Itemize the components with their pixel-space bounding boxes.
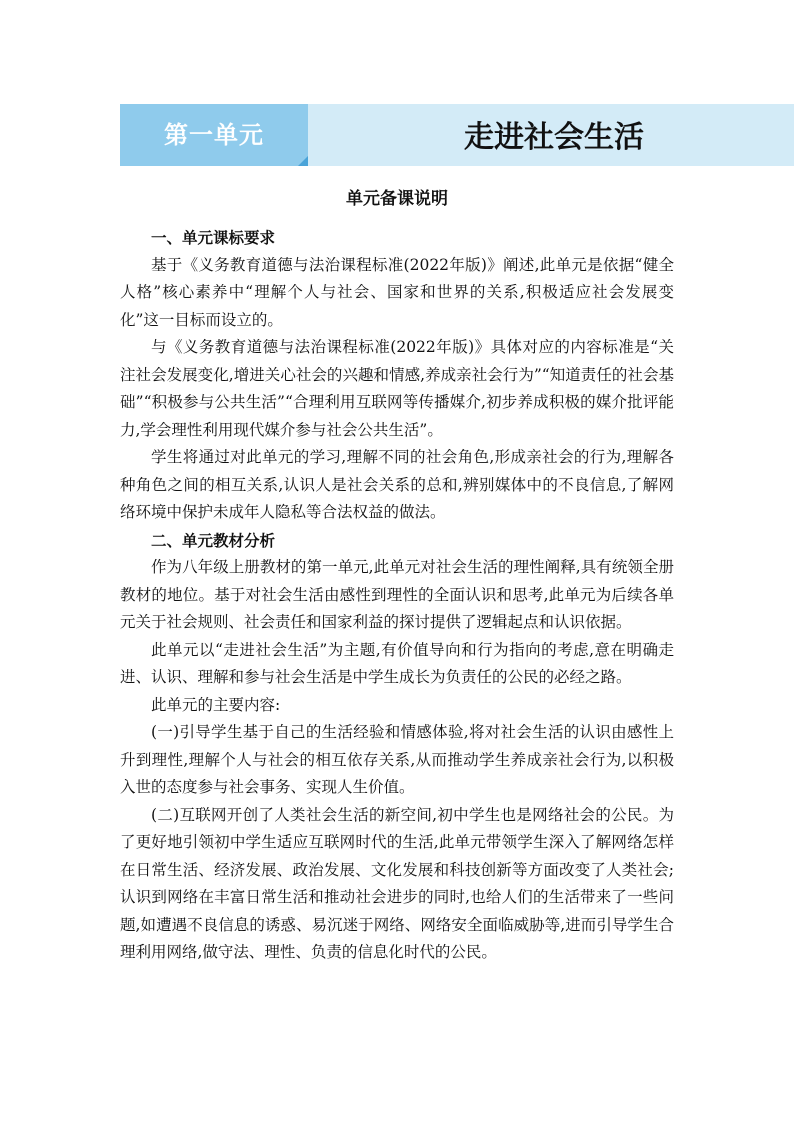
paragraph: 作为八年级上册教材的第一单元,此单元对社会生活的理性阐释,具有统领全册教材的地位。基于对社会生活由感性到理性的全面认识和思考,此单元为后续各单元关于社会规则、社会责任和国家利益的探讨提供了逻辑起点和认识依据。 — [120, 558, 674, 631]
section-heading: 二、单元教材分析 — [151, 530, 276, 550]
document-body — [120, 182, 674, 967]
paragraph: (一)引导学生基于自己的生活经验和情感体验,将对社会生活的认识由感性上升到理性,理解个人与社会的相互依存关系,从而推动学生养成亲社会行为,以积极入世的态度参与社会事务、实现人生价值。 — [120, 723, 674, 796]
paragraph: 学生将通过对此单元的学习,理解不同的社会角色,形成亲社会的行为,理解各种角色之间的相互关系,认识人是社会关系的总和,辨别媒体中的不良信息,了解网络环境中保护未成年人隐私等合法权益的做法。 — [120, 448, 674, 521]
document-title: 单元备课说明 — [346, 189, 448, 209]
paragraph: 此单元以“走进社会生活”为主题,有价值导向和行为指向的考虑,意在明确走进、认识、理解和参与社会生活是中学生成长为负责任的公民的必经之路。 — [120, 640, 674, 686]
unit-label: 第一单元 — [164, 121, 264, 149]
unit-banner — [120, 104, 794, 166]
paragraph: 此单元的主要内容: — [151, 695, 281, 714]
paragraph: (二)互联网开创了人类社会生活的新空间,初中学生也是网络社会的公民。为了更好地引领初中学生适应互联网时代的生活,此单元带领学生深入了解网络怎样在日常生活、经济发展、政治发展、文化发展和科技创新等方面改变了人类社会;认识到网络在丰富日常生活和推动社会进步的同时,也给人们的生活带来了一些问题,如遭遇不良信息的诱惑、易沉迷于网络、网络安全面临威胁等,进而引导学生合理利用网络,做守法、理性、负责的信息化时代的公民。 — [120, 805, 674, 961]
paragraph: 与《义务教育道德与法治课程标准(2022年版)》具体对应的内容标准是“关注社会发展变化,增进关心社会的兴趣和情感,养成亲社会行为”“知道责任的社会基础”“积极参与公共生活”“合理利用互联网等传播媒介,初步养成积极的媒介批评能力,学会理性利用现代媒介参与社会公共生活”。 — [120, 338, 674, 439]
section-heading: 一、单元课标要求 — [151, 228, 276, 247]
paragraph: 基于《义务教育道德与法治课程标准(2022年版)》阐述,此单元是依据“健全人格”核心素养中“理解个人与社会、国家和世界的关系,积极适应社会发展变化”这一目标而设立的。 — [120, 255, 674, 329]
unit-title: 走进社会生活 — [464, 120, 644, 155]
